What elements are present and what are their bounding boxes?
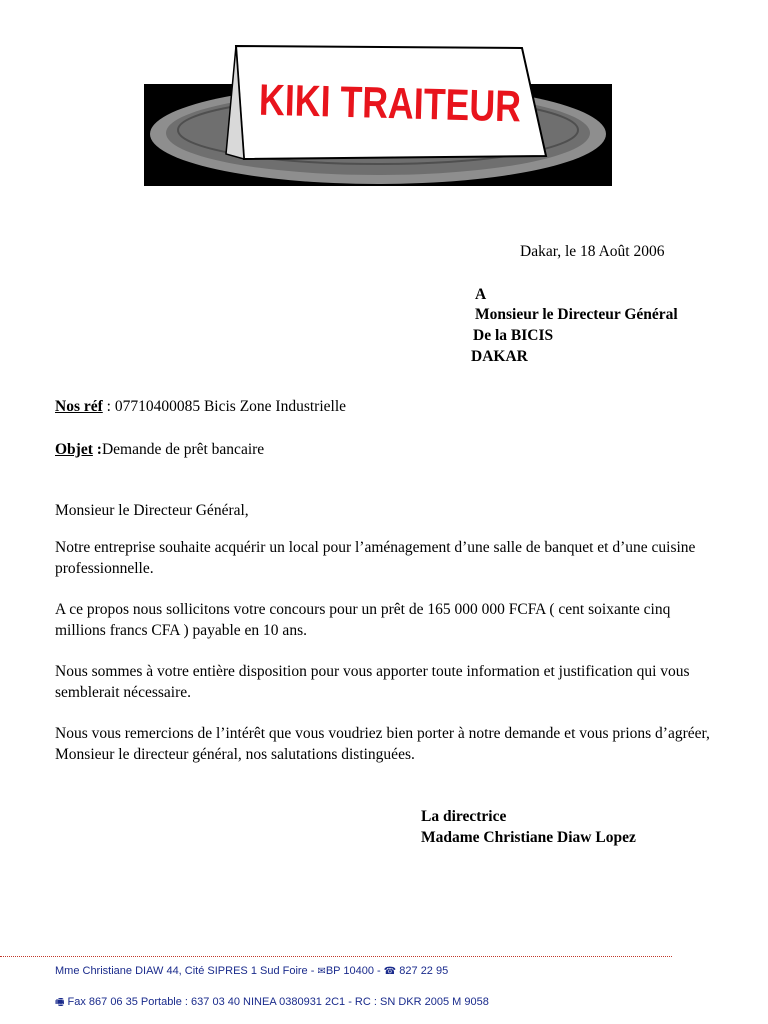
envelope-icon: ✉ (317, 966, 326, 977)
kiki-traiteur-logo (144, 44, 612, 190)
salutation: Monsieur le Directeur Général, (55, 502, 249, 519)
footer-address: Mme Christiane DIAW 44, Cité SIPRES 1 Sud Foire - (55, 965, 318, 977)
reference-separator: : (102, 398, 115, 415)
footer-line-2 (55, 995, 489, 1012)
body-paragraph: Notre entreprise souhaite acquérir un local pour l’aménagement d’une salle de banquet et d’une cuisine professionnelle. (55, 539, 696, 577)
reference-label: Nos réf (55, 398, 103, 415)
recipient-line3: DAKAR (471, 348, 528, 365)
subject-separator: : (92, 441, 102, 458)
signature-title: La directrice (421, 808, 507, 825)
body-paragraph: A ce propos nous sollicitons votre concours pour un prêt de 165 000 000 FCFA ( cent soixante cinq millions francs CFA ) payable en 10 ans. (55, 601, 671, 639)
recipient-line2: De la BICIS (473, 327, 554, 344)
footer-line-1 (55, 965, 448, 977)
telephone-icon: ☎ (383, 966, 397, 977)
body-paragraph: Nous sommes à votre entière disposition pour vous apporter toute information et justification qui vous semblerait nécessaire. (55, 663, 690, 701)
subject-value: Demande de prêt bancaire (101, 441, 265, 458)
reference-line (55, 397, 346, 417)
reference-value: 07710400085 Bicis Zone Industrielle (114, 398, 347, 415)
fax-icon: 🖷 (55, 997, 65, 1008)
subject-label: Objet (55, 441, 93, 458)
logo-brand-text: KIKI TRAITEUR (258, 75, 583, 134)
footer-fax-details: Fax 867 06 35 Portable : 637 03 40 NINEA 0380931 2C1 - RC : SN DKR 2005 M 9058 (67, 996, 489, 1008)
signature-name: Madame Christiane Diaw Lopez (421, 829, 636, 846)
footer-divider (0, 956, 672, 957)
recipient-to: A (475, 286, 487, 303)
body-paragraph: Nous vous remercions de l’intérêt que vous voudriez bien porter à notre demande et vous prions d’agréer, Monsieur le directeur général, nos salutations distinguées. (55, 725, 710, 763)
subject-line (55, 440, 264, 460)
footer-phone: 827 22 95 (399, 965, 449, 977)
recipient-line1: Monsieur le Directeur Général (475, 306, 678, 323)
footer-bp: BP 10400 - (325, 965, 384, 977)
letter-date: Dakar, le 18 Août 2006 (520, 243, 665, 260)
